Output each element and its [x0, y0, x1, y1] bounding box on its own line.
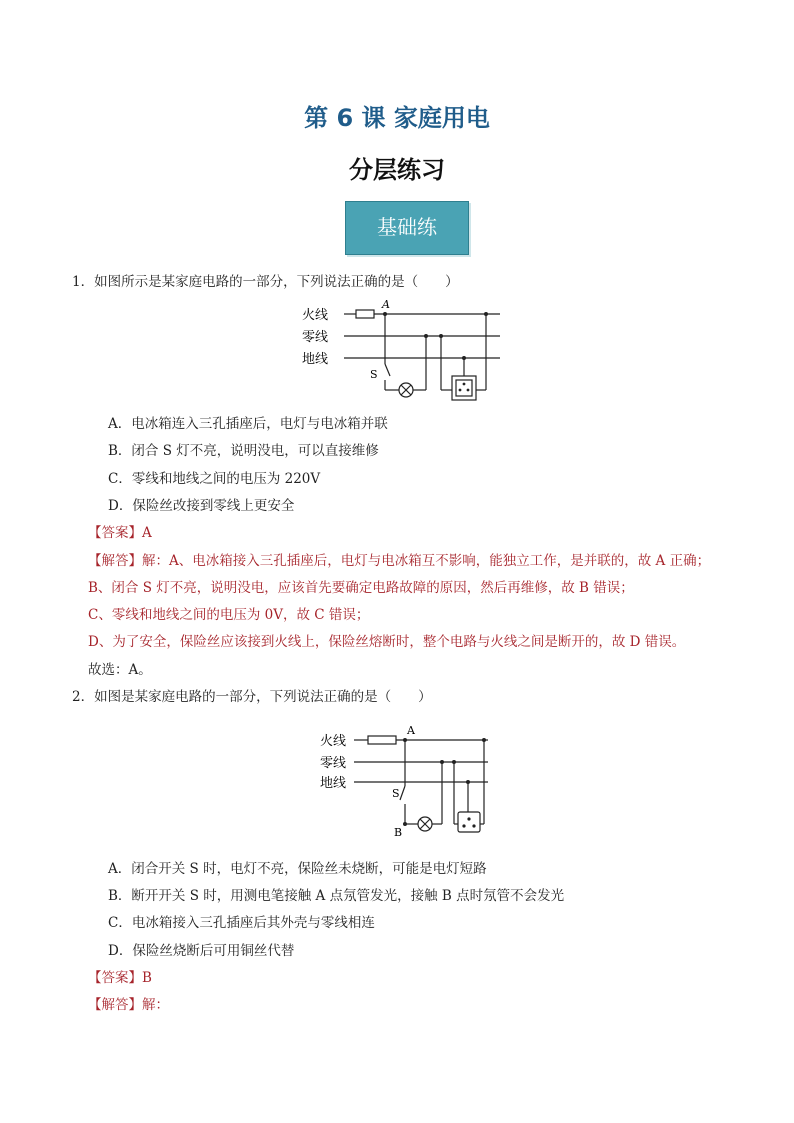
q1-analysis-line: D、为了安全，保险丝应该接到火线上，保险丝熔断时，整个电路与火线之间是断开的，故 D 错误。 [88, 634, 686, 650]
q1-option-d: D．保险丝改接到零线上更安全 [108, 498, 295, 514]
q1-option-a: A．电冰箱连入三孔插座后，电灯与电冰箱并联 [108, 416, 388, 432]
question-2-stem: 2．如图是某家庭电路的一部分，下列说法正确的是（ ） [72, 689, 432, 705]
q2-neutral-wire-label: 零线 [320, 756, 347, 771]
q2-ground-wire-label: 地线 [320, 776, 347, 791]
q2-circuit-diagram [318, 720, 498, 842]
q2-switch-label: S [392, 787, 400, 800]
section-badge: 基础练 [345, 201, 469, 255]
q1-switch-label: S [370, 368, 378, 381]
q2-analysis-start: 【解答】解： [88, 997, 169, 1013]
q1-answer: 【答案】A [88, 525, 152, 541]
page-subtitle: 分层练习 [349, 156, 445, 184]
q1-analysis-line: 【解答】解：A、电冰箱接入三孔插座后，电灯与电冰箱互不影响，能独立工作，是并联的，故 A 正确； [88, 553, 711, 569]
q2-option-a: A．闭合开关 S 时，电灯不亮，保险丝未烧断，可能是电灯短路 [108, 861, 487, 877]
q2-answer: 【答案】B [88, 970, 152, 986]
q2-live-wire-label: 火线 [320, 734, 347, 749]
q1-option-b: B．闭合 S 灯不亮，说明没电，可以直接维修 [108, 443, 379, 459]
page-title: 第 6 课 家庭用电 [304, 104, 490, 132]
q2-option-d: D．保险丝烧断后可用铜丝代替 [108, 943, 295, 959]
q1-point-a-label: A [382, 298, 390, 311]
q2-point-a-label: A [407, 724, 415, 737]
q1-option-c: C．零线和地线之间的电压为 220V [108, 471, 321, 487]
question-1-stem: 1．如图所示是某家庭电路的一部分，下列说法正确的是（ ） [72, 274, 459, 290]
q1-conclusion: 故选：A。 [88, 662, 152, 678]
q1-analysis-line: B、闭合 S 灯不亮，说明没电，应该首先要确定电路故障的原因，然后再维修，故 B 错误； [88, 580, 634, 596]
q2-option-c: C．电冰箱接入三孔插座后其外壳与零线相连 [108, 915, 375, 931]
q2-option-b: B．断开开关 S 时，用测电笔接触 A 点氖管发光，接触 B 点时氖管不会发光 [108, 888, 565, 904]
q2-point-b-label: B [394, 826, 403, 839]
q1-analysis-line: C、零线和地线之间的电压为 0V，故 C 错误； [88, 607, 370, 623]
q1-ground-wire-label: 地线 [302, 352, 329, 367]
q1-circuit-diagram [300, 298, 510, 408]
q1-live-wire-label: 火线 [302, 308, 329, 323]
q1-neutral-wire-label: 零线 [302, 330, 329, 345]
